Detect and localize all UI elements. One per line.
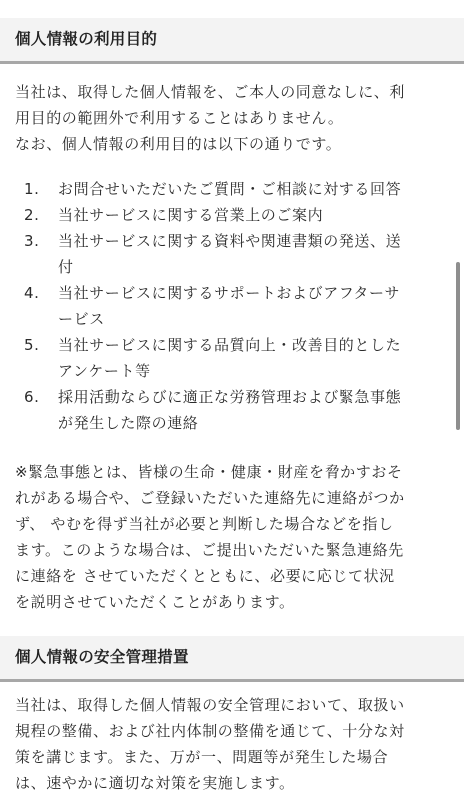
emergency-note <box>15 459 455 615</box>
text-line: 当社は、取得した個人情報を、ご本人の同意なしに、利 <box>15 83 406 101</box>
text-line: なお、個人情報の利用目的は以下の通りです。 <box>15 135 342 153</box>
text-line: ず、 やむを得ず当社が必要と判断した場合などを指し <box>15 515 394 533</box>
text-line: 当社サービスに関する品質向上・改善目的とした <box>58 336 402 354</box>
list-item <box>24 228 444 280</box>
scrollbar[interactable] <box>456 262 460 430</box>
purpose-list <box>24 176 444 436</box>
text-line: れがある場合や、ご登録いただいた連絡先に連絡がつか <box>15 489 405 507</box>
safety-paragraph <box>15 692 455 796</box>
list-number: 4. <box>24 284 40 302</box>
section-title: 個人情報の利用目的 <box>15 30 158 48</box>
text-line: 当社サービスに関するサポートおよびアフターサ <box>58 284 401 302</box>
list-number: 3. <box>24 232 40 250</box>
text-line: ービス <box>58 310 105 328</box>
list-item <box>24 202 444 228</box>
list-item <box>24 332 444 384</box>
list-item <box>24 176 444 202</box>
list-item <box>24 384 444 436</box>
section-header-safety <box>0 636 464 682</box>
intro-paragraph <box>15 79 455 157</box>
list-number: 6. <box>24 388 40 406</box>
list-item <box>24 280 444 332</box>
list-number: 1. <box>24 180 40 198</box>
text-line: お問合せいただいたご質問・ご相談に対する回答 <box>58 180 402 198</box>
list-number: 2. <box>24 206 40 224</box>
text-line: 付 <box>58 258 74 276</box>
text-line: が発生した際の連絡 <box>58 414 199 432</box>
text-line: を説明させていただくことがあります。 <box>15 593 295 611</box>
text-line: ※緊急事態とは、皆様の生命・健康・財産を脅かすおそ <box>15 463 403 481</box>
text-line: 用目的の範囲外で利用することはありません。 <box>15 109 344 127</box>
text-line: 採用活動ならびに適正な労務管理および緊急事態 <box>58 388 402 406</box>
text-line: アンケート等 <box>58 362 151 380</box>
list-number: 5. <box>24 336 40 354</box>
text-line: ます。このような場合は、ご提出いただいた緊急連絡先 <box>15 541 404 559</box>
text-line: 当社は、取得した個人情報の安全管理において、取扱い <box>15 696 405 714</box>
text-line: 当社サービスに関する資料や関連書類の発送、送 <box>58 232 402 250</box>
section-title: 個人情報の安全管理措置 <box>15 648 189 666</box>
text-line: に連絡を させていただくとともに、必要に応じて状況 <box>15 567 395 585</box>
text-line: は、速やかに適切な対策を実施します。 <box>15 774 295 792</box>
text-line: 当社サービスに関する営業上のご案内 <box>58 206 324 224</box>
text-line: 規程の整備、および社内体制の整備を通じて、十分な対 <box>15 722 405 740</box>
text-line: 策を講じます。また、万が一、問題等が発生した場合 <box>15 748 389 766</box>
section-header-purpose <box>0 18 464 64</box>
